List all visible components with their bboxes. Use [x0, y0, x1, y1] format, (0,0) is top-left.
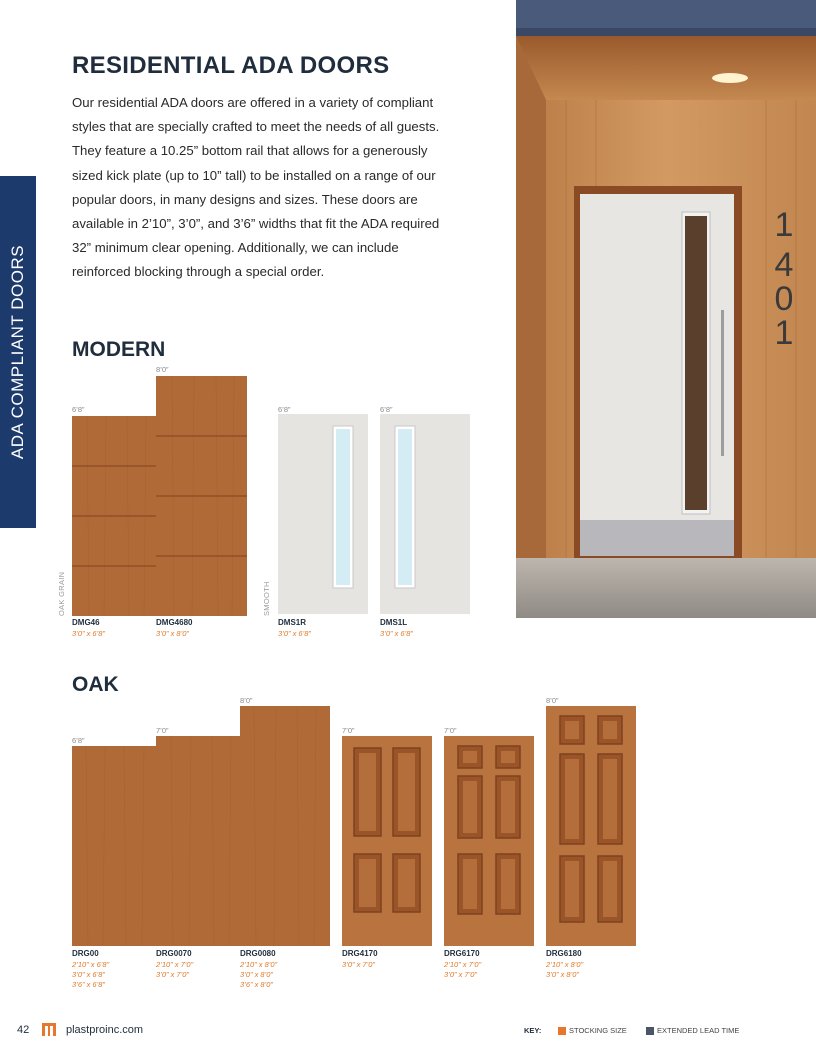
- entry-door-photo: [516, 0, 816, 618]
- stocking-swatch-icon: [558, 1027, 566, 1035]
- door-size: 3’6” x 8’0”: [240, 980, 273, 989]
- oak-grain-label: OAK GRAIN: [57, 571, 66, 616]
- door-size-list: [240, 960, 277, 990]
- door-size: 3’0” x 7’0”: [342, 960, 375, 969]
- key-stocking-label: STOCKING SIZE: [569, 1026, 627, 1035]
- door-height-label: 8’0”: [546, 696, 559, 705]
- door-dmg46[interactable]: [72, 416, 162, 616]
- page-number: 42: [17, 1024, 30, 1036]
- door-code: DRG0080: [240, 949, 276, 958]
- door-height-label: 6’8”: [72, 405, 85, 414]
- door-size: 3’0” x 8’0”: [240, 970, 273, 979]
- house-number-digit-3: 0: [774, 280, 794, 318]
- door-size-list: [156, 960, 193, 980]
- door-height-label: 7’0”: [444, 726, 457, 735]
- door-size: 3’0” x 7’0”: [156, 970, 189, 979]
- door-code: DMG46: [72, 618, 100, 627]
- door-height-label: 7’0”: [156, 726, 169, 735]
- door-size: 2’10” x 8’0”: [240, 960, 278, 969]
- door-dms1l[interactable]: [380, 414, 470, 614]
- door-size: 3’0” x 6’8”: [72, 629, 105, 638]
- house-number-digit-1: 1: [774, 206, 794, 244]
- door-drg4170[interactable]: [342, 736, 432, 946]
- door-size: 3’0” x 8’0”: [546, 970, 579, 979]
- door-size-list: [546, 960, 583, 980]
- door-code: DRG6170: [444, 949, 480, 958]
- door-code: DMG4680: [156, 618, 193, 627]
- key-extended-label: EXTENDED LEAD TIME: [657, 1026, 740, 1035]
- door-code: DMS1R: [278, 618, 307, 627]
- door-code: DRG00: [72, 949, 99, 958]
- house-number-digit-2: 4: [774, 246, 794, 284]
- brand-logo-icon: [42, 1023, 56, 1036]
- door-code: DRG6180: [546, 949, 582, 958]
- door-drg6170[interactable]: [444, 736, 534, 946]
- door-drg00[interactable]: [72, 746, 162, 946]
- door-drg6180[interactable]: [546, 706, 636, 946]
- door-size: 3’0” x 8’0”: [156, 629, 189, 638]
- door-code: DRG4170: [342, 949, 378, 958]
- side-tab-label: ADA COMPLIANT DOORS: [8, 244, 27, 460]
- door-code: DRG0070: [156, 949, 192, 958]
- door-size: 3’6” x 6’8”: [72, 980, 105, 989]
- door-drg0080[interactable]: [240, 706, 330, 946]
- intro-paragraph: Our residential ADA doors are offered in a variety of compliant styles that are specially crafted to meet the needs of all guests. They feature a 10.25” bottom rail that allows for a generously sized kick plate (up to 10” tall) to be installed on a range of our popular doors, in many designs and sizes. These doors are available in 2’10”, 3’0”, and 3’6” widths that fit the ADA required 32” minimum clear opening. Additionally, we can include reinforced blocking through a special order.: [72, 95, 440, 280]
- door-dms1r[interactable]: [278, 414, 368, 614]
- door-size-list: [444, 960, 481, 980]
- key-extended: [646, 1026, 739, 1035]
- extended-swatch-icon: [646, 1027, 654, 1035]
- door-drg0070[interactable]: [156, 736, 246, 946]
- door-height-label: 6’8”: [72, 736, 85, 745]
- door-size: 2’10” x 8’0”: [546, 960, 584, 969]
- oak-heading: OAK: [72, 673, 119, 696]
- door-height-label: 8’0”: [240, 696, 253, 705]
- side-tab: [0, 176, 36, 528]
- door-size: 2’10” x 6’8”: [72, 960, 110, 969]
- website-link[interactable]: plastproinc.com: [66, 1024, 144, 1036]
- smooth-label: SMOOTH: [262, 581, 271, 616]
- door-height-label: 6’8”: [278, 405, 291, 414]
- door-size: 3’0” x 7’0”: [444, 970, 477, 979]
- door-height-label: 8’0”: [156, 365, 169, 374]
- key-stocking: [558, 1026, 627, 1035]
- key-label: KEY:: [524, 1026, 542, 1035]
- door-code: DMS1L: [380, 618, 408, 627]
- page-title: RESIDENTIAL ADA DOORS: [72, 52, 390, 79]
- door-size: 3’0” x 6’8”: [278, 629, 311, 638]
- door-size: 2’10” x 7’0”: [444, 960, 482, 969]
- door-size: 3’0” x 6’8”: [380, 629, 413, 638]
- door-size: 3’0” x 6’8”: [72, 970, 105, 979]
- modern-heading: MODERN: [72, 338, 166, 361]
- door-size-list: [72, 960, 109, 990]
- door-height-label: 6’8”: [380, 405, 393, 414]
- door-height-label: 7’0”: [342, 726, 355, 735]
- door-size: 2’10” x 7’0”: [156, 960, 194, 969]
- door-dmg4680[interactable]: [156, 376, 247, 616]
- house-number-digit-4: 1: [774, 314, 794, 352]
